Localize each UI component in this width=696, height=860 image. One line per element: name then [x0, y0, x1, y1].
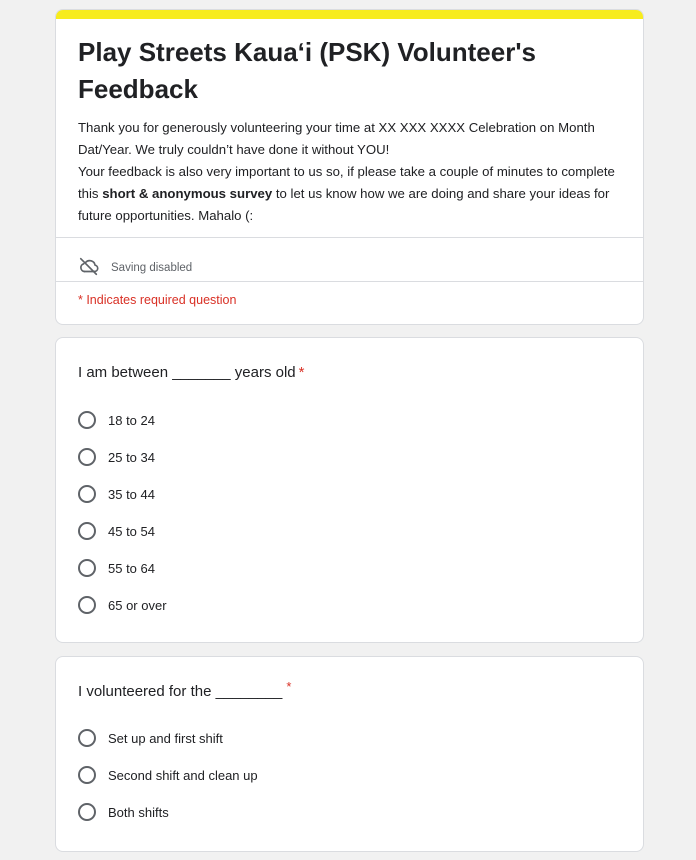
form-description	[78, 117, 628, 227]
question-title-text: I volunteered for the ________	[78, 683, 283, 700]
description-line-2	[78, 161, 628, 227]
description-line-2-pre: Your feedback is also very important to us so, if please take a couple of minutes to complete this	[78, 164, 615, 201]
radio-button[interactable]	[78, 596, 96, 614]
radio-option-both-shifts[interactable]	[78, 800, 169, 824]
option-label: 35 to 44	[108, 486, 155, 502]
radio-button[interactable]	[78, 448, 96, 466]
radio-button[interactable]	[78, 522, 96, 540]
option-label: 45 to 54	[108, 523, 155, 539]
required-asterisk: *	[286, 679, 292, 694]
description-line-1: Thank you for generously volunteering your time at XX XXX XXXX Celebration on Month Dat/Year. We truly couldn’t have done it without YOU!	[78, 120, 595, 157]
radio-option-35-44[interactable]	[78, 482, 155, 506]
question-card-age	[55, 337, 644, 643]
radio-button[interactable]	[78, 485, 96, 503]
radio-option-45-54[interactable]	[78, 519, 155, 543]
option-label: 65 or over	[108, 597, 167, 613]
option-label: 18 to 24	[108, 412, 155, 428]
cloud-off-icon	[78, 255, 100, 282]
question-title	[78, 679, 292, 700]
option-label: 55 to 64	[108, 560, 155, 576]
radio-option-65-over[interactable]	[78, 593, 167, 617]
option-label: Second shift and clean up	[108, 767, 258, 783]
option-label: Set up and first shift	[108, 730, 223, 746]
form-title	[78, 34, 618, 108]
required-note: * Indicates required question	[78, 293, 237, 307]
question-title	[78, 364, 305, 381]
description-line-2-bold: short & anonymous survey	[102, 186, 273, 201]
option-label: Both shifts	[108, 804, 169, 820]
accent-bar	[56, 10, 643, 19]
description-line-2-post: to let us know how we are doing and share your ideas for future opportunities. Mahalo (:	[78, 186, 610, 223]
form-title-bold: Play Streets Kauaʻi (PSK)	[78, 37, 391, 67]
radio-option-25-34[interactable]	[78, 445, 155, 469]
header-divider-bottom	[56, 281, 643, 282]
form-header-card	[55, 9, 644, 325]
radio-option-first-shift[interactable]	[78, 726, 223, 750]
option-label: 25 to 34	[108, 449, 155, 465]
form-title-rest: Volunteer's Feedback	[78, 37, 536, 104]
required-asterisk: *	[298, 364, 305, 381]
question-card-shift	[55, 656, 644, 852]
radio-button[interactable]	[78, 729, 96, 747]
radio-button[interactable]	[78, 766, 96, 784]
radio-option-18-24[interactable]	[78, 408, 155, 432]
radio-button[interactable]	[78, 411, 96, 429]
radio-option-second-shift[interactable]	[78, 763, 258, 787]
radio-option-55-64[interactable]	[78, 556, 155, 580]
question-title-text: I am between _______ years old	[78, 364, 296, 381]
radio-button[interactable]	[78, 559, 96, 577]
radio-button[interactable]	[78, 803, 96, 821]
saving-status-text: Saving disabled	[111, 262, 193, 274]
header-divider-top	[56, 237, 643, 238]
